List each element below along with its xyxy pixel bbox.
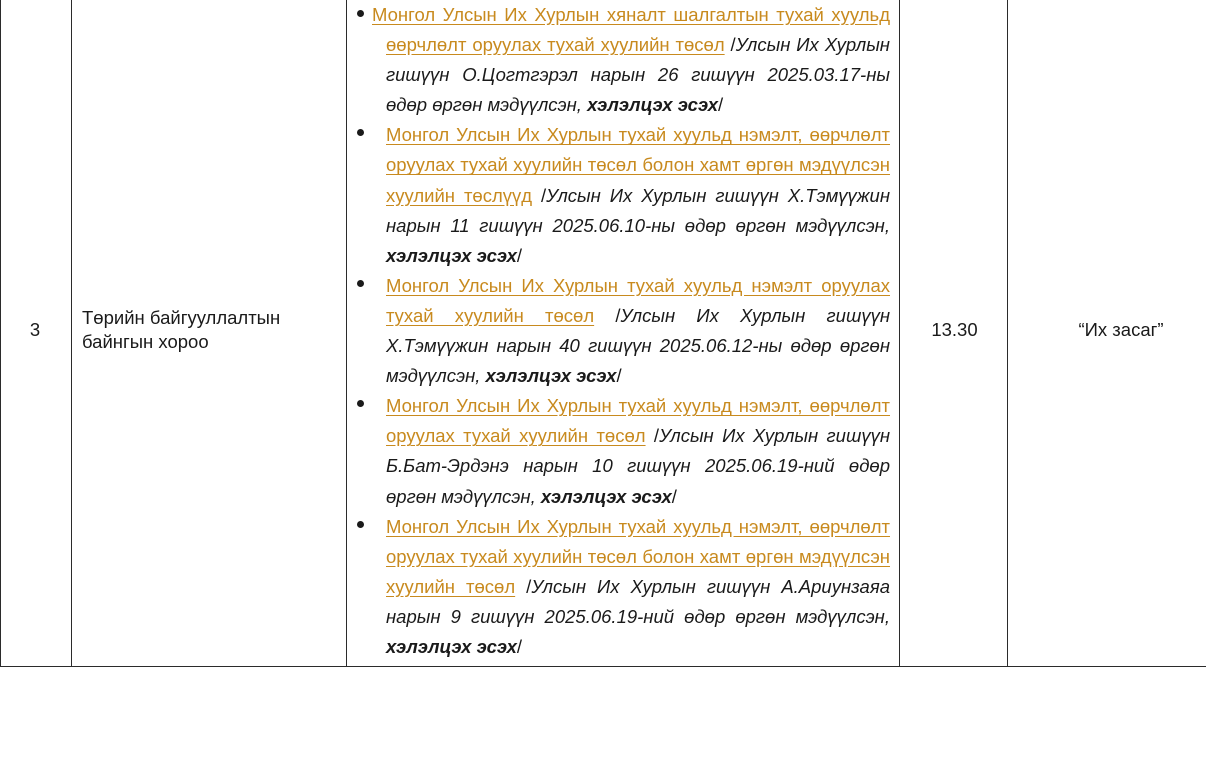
bullet-icon [357,129,364,136]
list-item [357,512,890,662]
bill-entry [386,512,890,662]
list-item [357,120,890,270]
bracket-close: / [671,485,677,507]
bill-verdict: хэлэлцэх эсэх [540,485,672,507]
bill-verdict: хэлэлцэх эсэх [386,244,517,266]
list-item [357,391,890,511]
list-item [357,0,890,120]
bill-entry [372,0,890,120]
meeting-time: 13.30 [900,0,1008,667]
bracket-open: / [724,34,736,56]
bracket-open: / [515,575,532,597]
bill-link[interactable]: Монгол Улсын Их Хурлын тухай хуульд нэмэлт, өөрчлөлт оруулах тухай хуулийн төсөл болон хамт өргөн мэдүүлсэн хуулийн төслүүд [386,124,890,206]
bill-entry [386,391,890,511]
bullet-icon [357,280,364,287]
row-number: 3 [1,0,72,667]
bill-note: Улсын Их Хурлын гишүүн А.Ариунзаяа нарын 9 гишүүн 2025.06.19-ний өдөр өргөн мэдүүлсэн, [386,575,891,627]
bracket-open: / [594,304,621,326]
bracket-open: / [532,184,547,206]
bracket-close: / [516,244,523,266]
bill-link[interactable]: Монгол Улсын Их Хурлын тухай хуульд нэмэлт, өөрчлөлт оруулах тухай хуулийн төсөл [386,395,890,447]
bullet-icon [357,400,364,407]
bill-verdict: хэлэлцэх эсэх [485,365,617,387]
meeting-room: “Их засаг” [1008,0,1206,667]
bill-entry [386,271,890,391]
bullet-icon [357,10,364,17]
bill-note: Улсын Их Хурлын гишүүн Х.Тэмүүжин нарын 11 гишүүн 2025.06.10-ны өдөр өргөн мэдүүлсэн, [386,184,891,236]
bill-note: Улсын Их Хурлын гишүүн О.Цогтгэрэл нарын 26 гишүүн 2025.03.17-ны өдөр өргөн мэдүүлсэн, [386,34,890,116]
bill-note: Улсын Их Хурлын гишүүн Б.Бат-Эрдэнэ нарын 10 гишүүн 2025.06.19-ний өдөр өргөн мэдүүлсэн, [386,425,890,507]
bill-link[interactable]: Монгол Улсын Их Хурлын тухай хуульд нэмэлт оруулах тухай хуулийн төсөл [386,274,890,326]
table-row [1,0,1206,667]
bill-verdict: хэлэлцэх эсэх [587,94,718,116]
bracket-close: / [516,635,523,657]
bracket-close: / [616,365,622,387]
bill-list-cell [347,0,900,667]
bullet-icon [357,521,364,528]
bracket-close: / [718,94,724,116]
bill-note: Улсын Их Хурлын гишүүн Х.Тэмүүжин нарын 40 гишүүн 2025.06.12-ны өдөр өргөн мэдүүлсэн, [386,304,890,387]
bill-entry [386,120,890,270]
bill-link[interactable]: Монгол Улсын Их Хурлын тухай хуульд нэмэлт, өөрчлөлт оруулах тухай хуулийн төсөл болон хамт өргөн мэдүүлсэн хуулийн төсөл [386,515,890,597]
bill-list [357,0,890,662]
bracket-open: / [645,425,660,447]
list-item [357,271,890,391]
bill-link[interactable]: Монгол Улсын Их Хурлын хяналт шалгалтын тухай хуульд өөрчлөлт оруулах тухай хуулийн төсөл [372,4,890,56]
bill-verdict: хэлэлцэх эсэх [386,635,517,657]
committee-name: Төрийн байгууллалтын байнгын хороо [72,0,347,667]
